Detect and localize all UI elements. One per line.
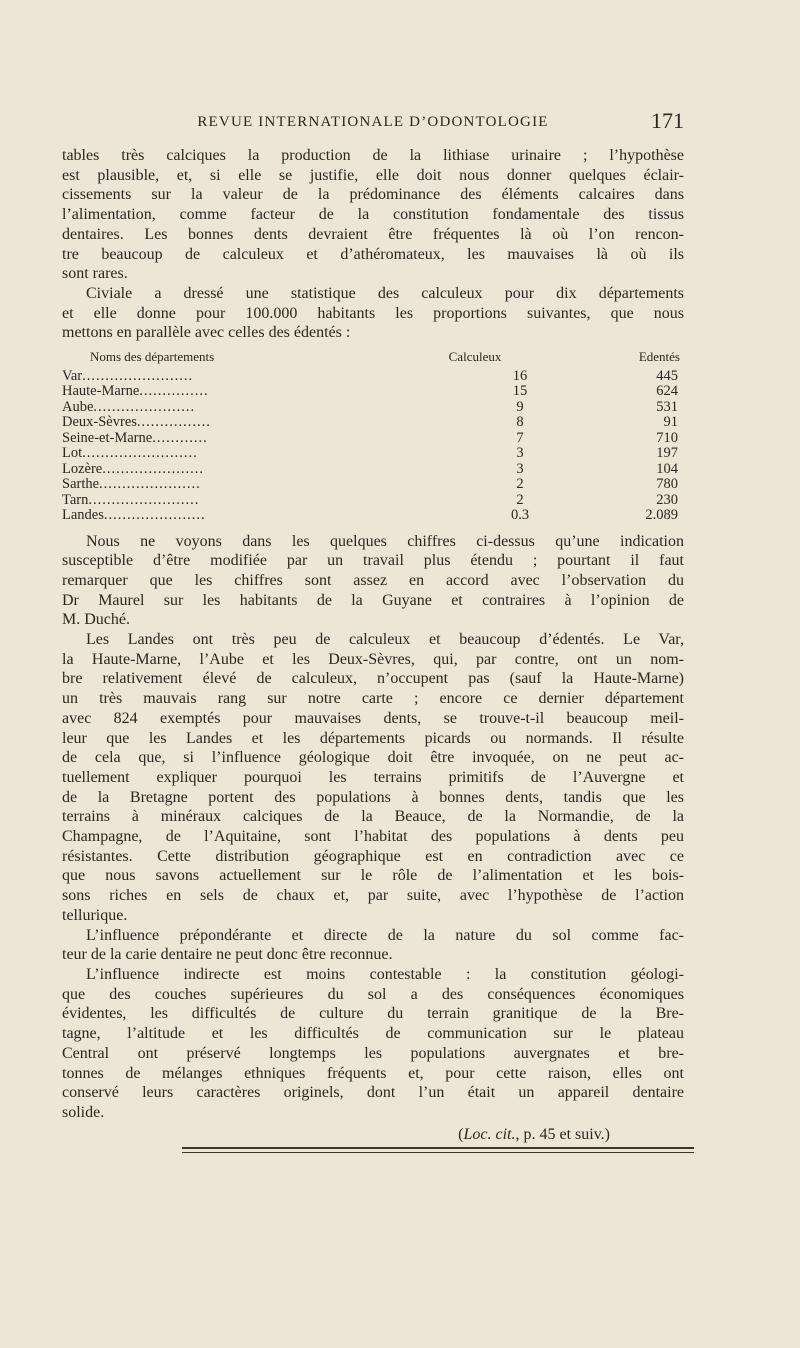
leader-dots: ........................	[82, 367, 194, 384]
text-line: dentaires. Les bonnes dents devraient être fréquentes là où l’on rencon-	[62, 225, 684, 243]
edentes-cell: 710	[656, 429, 678, 446]
calculeux-cell: 0.3	[510, 507, 530, 524]
text-line: remarquer que les chiffres sont assez en accord avec l’observation du	[62, 571, 684, 589]
table-row	[62, 400, 684, 416]
text-line: mettons en parallèle avec celles des édentés :	[62, 324, 351, 342]
text-line: sont rares.	[62, 265, 128, 283]
department-name: Lot	[62, 445, 83, 462]
text-line: de la Bretagne portent des populations à bonnes dents, tandis que les	[62, 788, 684, 806]
text-line: la Haute-Marne, l’Aube et les Deux-Sèvres, qui, par contre, ont un nom-	[62, 650, 684, 668]
text-line: tagne, l’altitude et les difficultés de communication sur le plateau	[62, 1025, 684, 1043]
page-header	[62, 108, 684, 138]
paragraph-2	[62, 284, 684, 343]
text-line: Central ont préservé longtemps les populations auvergnates et bre-	[62, 1044, 684, 1062]
text-line: bre relativement élevé de calculeux, n’occupent pas (sauf la Haute-Marne)	[62, 670, 684, 688]
article-body	[62, 146, 684, 1144]
paragraph-3	[62, 532, 684, 631]
calculeux-cell: 15	[512, 383, 528, 400]
paragraph-1	[62, 146, 684, 284]
department-name: Tarn	[62, 491, 89, 508]
table-row	[62, 477, 684, 493]
table-row	[62, 508, 684, 524]
statistics-table	[62, 349, 684, 524]
calculeux-cell: 3	[516, 460, 524, 477]
table-row	[62, 462, 684, 478]
text-line: leur que les Landes et les départements picards ou normands. Il résulte	[62, 729, 684, 747]
edentes-cell: 2.089	[645, 507, 678, 524]
department-name: Landes	[62, 507, 104, 524]
column-header-edentes: Edentés	[638, 349, 680, 365]
edentes-cell: 531	[656, 398, 678, 415]
department-name: Haute-Marne	[62, 383, 140, 400]
end-rule-thick	[182, 1147, 694, 1149]
paragraph-5	[62, 926, 684, 965]
calculeux-cell: 16	[512, 367, 528, 384]
department-cell	[62, 415, 330, 431]
table-row	[62, 369, 684, 385]
department-cell	[62, 462, 330, 478]
text-line: avec 824 exemptés pour mauvaises dents, se trouve-t-il beaucoup meil-	[62, 709, 684, 727]
calculeux-cell: 9	[516, 398, 524, 415]
text-line: évidentes, les difficultés de culture du terrain granitique de la Bre-	[62, 1005, 684, 1023]
leader-dots: ......................	[93, 398, 196, 415]
leader-dots: ...............	[139, 383, 209, 400]
department-name: Deux-Sèvres	[62, 414, 137, 431]
edentes-cell: 230	[656, 491, 678, 508]
leader-dots: ........................	[88, 491, 200, 508]
text-line: tonnes de mélanges ethniques fréquents et, pour cette raison, elles ont	[62, 1064, 684, 1082]
text-line: conservé leurs caractères originels, dont l’un était un appareil dentaire	[62, 1084, 684, 1102]
calculeux-cell: 8	[516, 414, 524, 431]
leader-dots: ................	[136, 414, 211, 431]
paragraph-4	[62, 630, 684, 926]
column-header-calculeux: Calculeux	[448, 349, 502, 365]
citation-rest: , p. 45 et suiv.)	[515, 1125, 610, 1143]
text-line: Nous ne voyons dans les quelques chiffres ci-dessus qu’une indication	[86, 532, 684, 550]
text-line: cissements sur la valeur de la prédominance des éléments calcaires dans	[62, 186, 684, 204]
running-head: REVUE INTERNATIONALE D’ODONTOLOGIE	[197, 114, 549, 130]
edentes-cell: 104	[656, 460, 678, 477]
text-line: L’influence prépondérante et directe de la nature du sol comme fac-	[86, 926, 684, 944]
table-row	[62, 446, 684, 462]
text-line: que nous savons actuellement sur le rôle de l’alimentation et les bois-	[62, 867, 684, 885]
leader-dots: ......................	[99, 476, 201, 493]
text-line: l’alimentation, comme facteur de la constitution fondamentale des tissus	[62, 206, 684, 224]
calculeux-cell: 3	[516, 445, 524, 462]
department-name: Sarthe	[62, 476, 100, 493]
edentes-cell: 445	[656, 367, 678, 384]
calculeux-cell: 2	[516, 476, 524, 493]
text-line: résistantes. Cette distribution géographique est en contradiction avec ce	[62, 847, 684, 865]
department-name: Lozère	[62, 460, 103, 477]
department-name: Seine-et-Marne	[62, 429, 153, 446]
text-line: un très mauvais rang sur notre carte ; encore ce dernier département	[62, 690, 684, 708]
leader-dots: ............	[152, 429, 208, 446]
text-line: terrains à minéraux calciques de la Beauce, de la Normandie, de la	[62, 808, 684, 826]
table-row	[62, 431, 684, 447]
table-row	[62, 493, 684, 509]
text-line: Civiale a dressé une statistique des calculeux pour dix départements	[86, 284, 684, 302]
leader-dots: ......................	[102, 460, 204, 477]
leader-dots: ......................	[103, 507, 206, 524]
paragraph-6	[62, 965, 684, 1123]
text-line: teur de la carie dentaire ne peut donc être reconnue.	[62, 946, 393, 964]
department-cell	[62, 400, 330, 416]
department-cell	[62, 369, 330, 385]
text-line: tables très calciques la production de la lithiase urinaire ; l’hypothèse	[62, 147, 684, 164]
citation-work: Loc. cit.	[463, 1125, 516, 1143]
text-line: est plausible, et, si elle se justifie, elle doit nous donner quelques éclair-	[62, 166, 684, 184]
text-line: sons riches en sels de chaux et, par suite, avec l’hypothèse de l’action	[62, 887, 684, 905]
department-name: Var	[62, 367, 83, 384]
column-header-departments: Noms des départements	[90, 349, 215, 365]
end-rule-thin	[182, 1152, 694, 1153]
department-cell	[62, 493, 330, 509]
text-line: solide.	[62, 1103, 105, 1121]
table-row	[62, 384, 684, 400]
department-cell	[62, 477, 330, 493]
department-cell	[62, 384, 330, 400]
edentes-cell: 780	[656, 476, 678, 493]
text-line: et elle donne pour 100.000 habitants les proportions suivantes, que nous	[62, 304, 684, 322]
text-line: Dr Maurel sur les habitants de la Guyane et contraires à l’opinion de	[62, 591, 684, 609]
department-cell	[62, 431, 330, 447]
text-line: Champagne, de l’Aquitaine, sont l’habitat des populations à dents peu	[62, 828, 684, 846]
text-line: que des couches supérieures du sol a des conséquences économiques	[62, 985, 684, 1003]
leader-dots: .........................	[82, 445, 198, 462]
text-line: susceptible d’être modifiée par un travail plus étendu ; pourtant il faut	[62, 552, 684, 570]
department-name: Aube	[62, 398, 94, 415]
citation-open: (	[458, 1125, 464, 1143]
calculeux-cell: 2	[516, 491, 524, 508]
edentes-cell: 624	[656, 383, 678, 400]
text-line: tuellement expliquer pourquoi les terrains primitifs de l’Auvergne et	[62, 768, 684, 786]
edentes-cell: 91	[663, 414, 678, 431]
text-line: Les Landes ont très peu de calculeux et beaucoup d’édentés. Le Var,	[86, 631, 684, 649]
text-line: M. Duché.	[62, 611, 130, 629]
citation	[62, 1125, 684, 1145]
text-line: tellurique.	[62, 906, 128, 924]
page-number: 171	[651, 108, 684, 133]
table-header-row	[62, 349, 684, 369]
text-line: L’influence indirecte est moins contestable : la constitution géologi-	[86, 966, 684, 983]
edentes-cell: 197	[656, 445, 678, 462]
department-cell	[62, 508, 330, 524]
calculeux-cell: 7	[516, 429, 524, 446]
department-cell	[62, 446, 330, 462]
table-row	[62, 415, 684, 431]
text-line: tre beaucoup de calculeux et d’athéromateux, les mauvaises là où ils	[62, 245, 684, 263]
text-line: de cela que, si l’influence géologique doit être invoquée, on ne peut ac-	[62, 749, 684, 767]
